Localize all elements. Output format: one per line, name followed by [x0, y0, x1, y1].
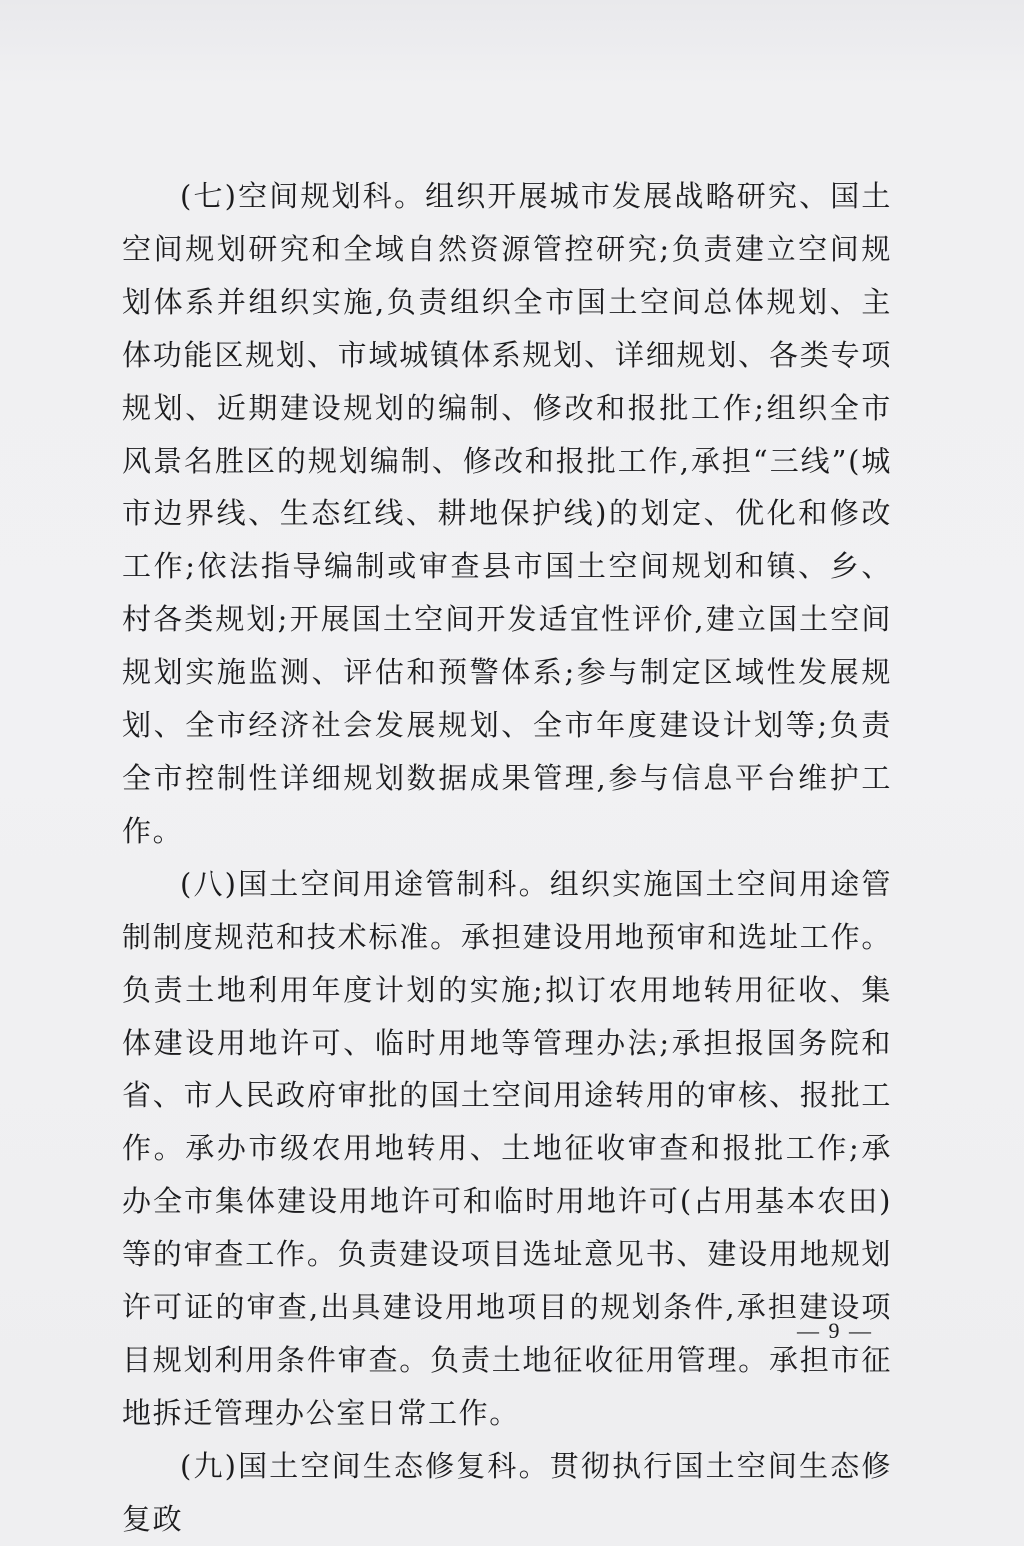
- paragraph-land-use-control-section: (八)国土空间用途管制科。组织实施国土空间用途管制制度规范和技术标准。承担建设用地预审和选址工作。负责土地利用年度计划的实施;拟订农用地转用征收、集体建设用地许可、临时用地等管理办法;承担报国务院和省、市人民政府审批的国土空间用途转用的审核、报批工作。承办市级农用地转用、土地征收审查和报批工作;承办全市集体建设用地许可和临时用地许可(占用基本农田)等的审查工作。负责建设项目选址意见书、建设用地规划许可证的审查,出具建设用地项目的规划条件,承担建设项目规划利用条件审查。负责土地征收征用管理。承担市征地拆迁管理办公室日常工作。: [122, 866, 892, 1430]
- paragraph-ecological-restoration-section: (九)国土空间生态修复科。贯彻执行国土空间生态修复政: [122, 1448, 892, 1536]
- page-number: — 9 —: [797, 1318, 873, 1343]
- paragraph-spatial-planning-section: (七)空间规划科。组织开展城市发展战略研究、国土空间规划研究和全域自然资源管控研究;负责建立空间规划体系并组织实施,负责组织全市国土空间总体规划、主体功能区规划、市域城镇体系规划、详细规划、各类专项规划、近期建设规划的编制、修改和报批工作;组织全市风景名胜区的规划编制、修改和报批工作,承担“三线”(城市边界线、生态红线、耕地保护线)的划定、优化和修改工作;依法指导编制或审查县市国土空间规划和镇、乡、村各类规划;开展国土空间开发适宜性评价,建立国土空间规划实施监测、评估和预警体系;参与制定区域性发展规划、全市经济社会发展规划、全市年度建设计划等;负责全市控制性详细规划数据成果管理,参与信息平台维护工作。: [122, 179, 892, 848]
- document-body: [122, 170, 892, 1546]
